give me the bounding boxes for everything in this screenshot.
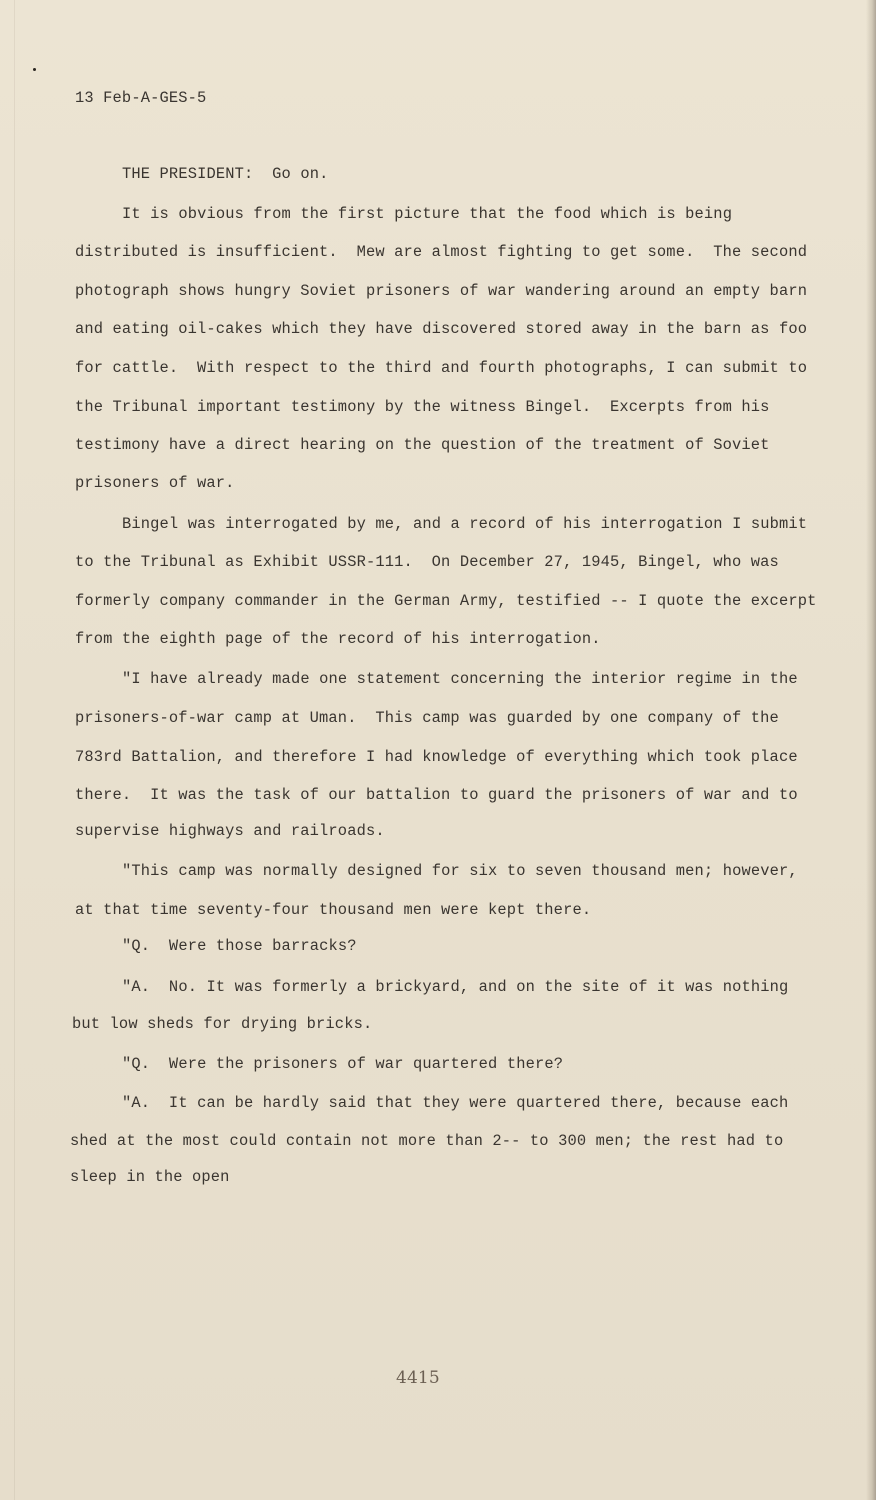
text-line: the Tribunal important testimony by the witness Bingel. Excerpts from his bbox=[75, 398, 770, 416]
ink-speck bbox=[33, 68, 36, 71]
text-line: sleep in the open bbox=[70, 1168, 230, 1186]
text-line: there. It was the task of our battalion to guard the prisoners of war and to bbox=[75, 786, 798, 804]
text-line: at that time seventy-four thousand men were kept there. bbox=[75, 901, 592, 919]
text-line: "Q. Were the prisoners of war quartered there? bbox=[122, 1055, 564, 1073]
text-line: Bingel was interrogated by me, and a record of his interrogation I submit bbox=[122, 515, 808, 533]
text-line: testimony have a direct hearing on the question of the treatment of Soviet bbox=[75, 436, 770, 454]
text-line: "A. No. It was formerly a brickyard, and on the site of it was nothing bbox=[122, 978, 789, 996]
text-line: supervise highways and railroads. bbox=[75, 822, 385, 840]
text-line: "Q. Were those barracks? bbox=[122, 937, 357, 955]
text-line: "This camp was normally designed for six to seven thousand men; however, bbox=[122, 862, 798, 880]
text-line: prisoners-of-war camp at Uman. This camp was guarded by one company of the bbox=[75, 709, 779, 727]
text-line: to the Tribunal as Exhibit USSR-111. On December 27, 1945, Bingel, who was bbox=[75, 553, 779, 571]
text-line: It is obvious from the first picture that the food which is being bbox=[122, 205, 733, 223]
text-line: for cattle. With respect to the third and fourth photographs, I can submit to bbox=[75, 359, 808, 377]
paper-edge-shadow bbox=[14, 0, 15, 1500]
text-line: "I have already made one statement concerning the interior regime in the bbox=[122, 670, 798, 688]
text-line: shed at the most could contain not more than 2-- to 300 men; the rest had to bbox=[70, 1132, 784, 1150]
document-header-code: 13 Feb-A-GES-5 bbox=[75, 89, 207, 107]
text-line: THE PRESIDENT: Go on. bbox=[122, 165, 329, 183]
page-number: 4415 bbox=[396, 1368, 440, 1388]
text-line: "A. It can be hardly said that they were quartered there, because each bbox=[122, 1094, 789, 1112]
text-line: and eating oil-cakes which they have discovered stored away in the barn as foo bbox=[75, 320, 808, 338]
text-line: formerly company commander in the German Army, testified -- I quote the excerpt bbox=[75, 592, 817, 610]
paper-right-edge bbox=[866, 0, 876, 1500]
text-line: prisoners of war. bbox=[75, 474, 235, 492]
text-line: distributed is insufficient. Mew are almost fighting to get some. The second bbox=[75, 243, 808, 261]
text-line: from the eighth page of the record of his interrogation. bbox=[75, 630, 601, 648]
text-line: 783rd Battalion, and therefore I had knowledge of everything which took place bbox=[75, 748, 798, 766]
text-line: but low sheds for drying bricks. bbox=[72, 1015, 373, 1033]
text-line: photograph shows hungry Soviet prisoners of war wandering around an empty barn bbox=[75, 282, 808, 300]
